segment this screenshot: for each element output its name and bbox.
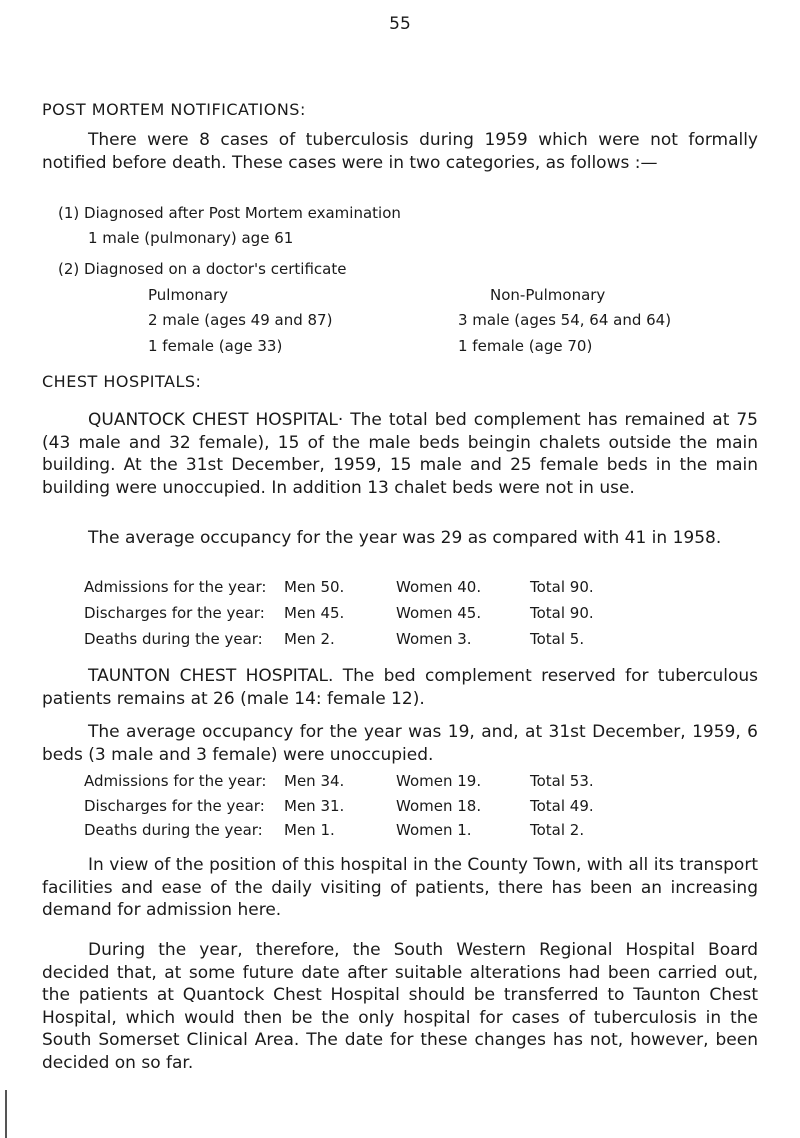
pulmonary-female: 1 female (age 33) [148,337,283,355]
table-cell: Total 2. [530,821,585,839]
table-cell: Women 45. [396,604,482,622]
table-cell: Deaths during the year: [84,821,263,839]
category-1-title: (1) Diagnosed after Post Mortem examination [58,204,401,222]
table-cell: Men 1. [284,821,335,839]
quantock-occupancy [42,527,758,550]
table-cell: Men 34. [284,772,345,790]
transfer-paragraph [42,939,758,1074]
quantock-paragraph-text: QUANTOCK CHEST HOSPITAL· The total bed complement has remained at 75 (43 male and 32 female), 15 of the male beds beingin chalets outside the main building. At the 31st December, 1959, 15 male and 25 female beds in the main building were unoccupied. In addition 13 chalet beds were not in use. [42,410,758,498]
table-cell: Women 1. [396,821,472,839]
table-cell: Total 90. [530,578,594,596]
quantock-paragraph [42,409,758,499]
chest-hospitals-heading: CHEST HOSPITALS: [42,372,202,391]
table-cell: Men 50. [284,578,345,596]
taunton-paragraph [42,665,758,710]
table-cell: Total 53. [530,772,594,790]
taunton-occupancy [42,721,758,766]
table-cell: Total 49. [530,797,594,815]
table-cell: Discharges for the year: [84,797,265,815]
position-paragraph [42,854,758,922]
pulmonary-male: 2 male (ages 49 and 87) [148,311,333,329]
table-row [84,772,724,794]
table-cell: Women 40. [396,578,482,596]
table-row [84,821,724,843]
category-2-title: (2) Diagnosed on a doctor's certificate [58,260,347,278]
taunton-paragraph-text: TAUNTON CHEST HOSPITAL. The bed complement reserved for tuberculous patients remains at 26 (male 14: female 12). [42,666,758,709]
non-pulmonary-female: 1 female (age 70) [458,337,593,355]
table-row [84,604,724,626]
category-1-detail: 1 male (pulmonary) age 61 [88,229,294,247]
table-row [84,797,724,819]
non-pulmonary-label: Non-Pulmonary [490,286,606,304]
table-cell: Men 2. [284,630,335,648]
table-cell: Admissions for the year: [84,578,267,596]
table-cell: Admissions for the year: [84,772,267,790]
transfer-paragraph-text: During the year, therefore, the South Western Regional Hospital Board decided that, at some future date after suitable alterations had been carried out, the patients at Quantock Chest Hospital should be transferred to Taunton Chest Hospital, which would then be the only hospital for cases of tuberculosis in the South Somerset Clinical Area. The date for these changes has not, however, been decided on so far. [42,940,758,1073]
table-cell: Women 19. [396,772,482,790]
post-mortem-intro [42,129,758,174]
pulmonary-label: Pulmonary [148,286,228,304]
post-mortem-heading: POST MORTEM NOTIFICATIONS: [42,100,306,119]
quantock-occupancy-text: The average occupancy for the year was 29 as compared with 41 in 1958. [88,528,722,548]
non-pulmonary-male: 3 male (ages 54, 64 and 64) [458,311,672,329]
table-row [84,630,724,652]
table-cell: Men 31. [284,797,345,815]
table-row [84,578,724,600]
table-cell: Deaths during the year: [84,630,263,648]
table-cell: Men 45. [284,604,345,622]
post-mortem-intro-text: There were 8 cases of tuberculosis during 1959 which were not formally notified before death. These cases were in two categories, as follows :— [42,130,758,173]
table-cell: Total 5. [530,630,585,648]
table-cell: Discharges for the year: [84,604,265,622]
scan-edge-line [5,1090,7,1138]
position-paragraph-text: In view of the position of this hospital in the County Town, with all its transport facilities and ease of the daily visiting of patients, there has been an increasing demand for admission here. [42,855,758,920]
table-cell: Women 18. [396,797,482,815]
table-cell: Total 90. [530,604,594,622]
page-number: 55 [389,14,411,34]
table-cell: Women 3. [396,630,472,648]
taunton-occupancy-text: The average occupancy for the year was 19, and, at 31st December, 1959, 6 beds (3 male and 3 female) were unoccupied. [42,722,758,765]
